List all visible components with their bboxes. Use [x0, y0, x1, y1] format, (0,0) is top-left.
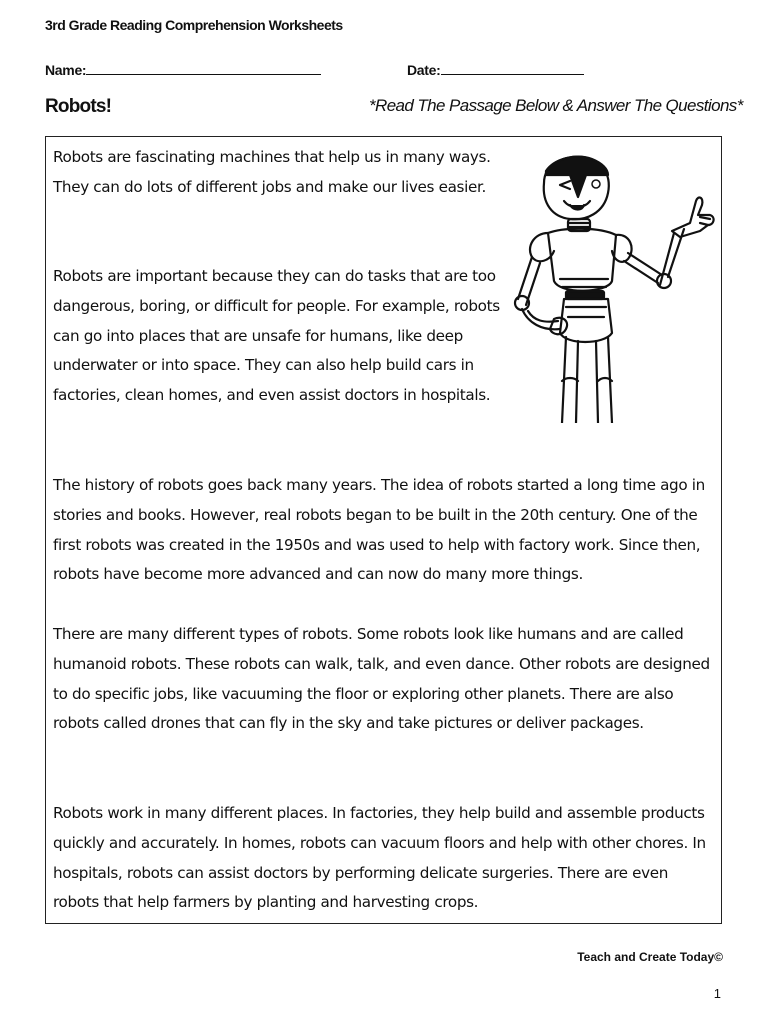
name-field[interactable]: [45, 62, 321, 78]
name-blank-line[interactable]: [86, 62, 321, 75]
robot-illustration-icon: [504, 151, 718, 423]
paragraph-importance: Robots are important because they can do tasks that are too dangerous, boring, or difficult for people. For example, robots can go into places that are unsafe for humans, like deep underwater or into space. They can also help build cars in factories, clean homes, and even assist doctors in hospitals.: [53, 267, 500, 405]
date-blank-line[interactable]: [441, 62, 584, 75]
worksheet-title: Robots!: [45, 96, 112, 117]
date-label: Date:: [407, 62, 441, 78]
page-number: 1: [713, 986, 721, 1001]
paragraph-history: The history of robots goes back many years. The idea of robots started a long time ago in stories and books. However, real robots began to be built in the 20th century. One of the first robots was created in the 1950s and was used to help with factory work. Since then, robots have become more advanced and can now do many more things.: [53, 476, 705, 584]
paragraph-places: Robots work in many different places. In factories, they help build and assemble products quickly and accurately. In homes, robots can vacuum floors and help with other chores. In hospitals, robots can assist doctors by performing delicate surgeries. There are even robots that help farmers by planting and harvesting crops.: [53, 804, 706, 912]
footer-credit: Teach and Create Today©: [577, 950, 723, 964]
instructions: *Read The Passage Below & Answer The Questions*: [369, 96, 743, 115]
name-label: Name:: [45, 62, 87, 78]
date-field[interactable]: [407, 62, 584, 78]
worksheet-series-title: 3rd Grade Reading Comprehension Worksheets: [45, 17, 343, 33]
paragraph-types: There are many different types of robots. Some robots look like humans and are called humanoid robots. These robots can walk, talk, and even dance. Other robots are designed to do specific jobs, like vacuuming the floor or exploring other planets. There are also robots called drones that can fly in the sky and take pictures or deliver packages.: [53, 625, 710, 733]
passage-box: [45, 136, 722, 924]
paragraph-intro: Robots are fascinating machines that help us in many ways. They can do lots of different jobs and make our lives easier.: [53, 148, 491, 196]
